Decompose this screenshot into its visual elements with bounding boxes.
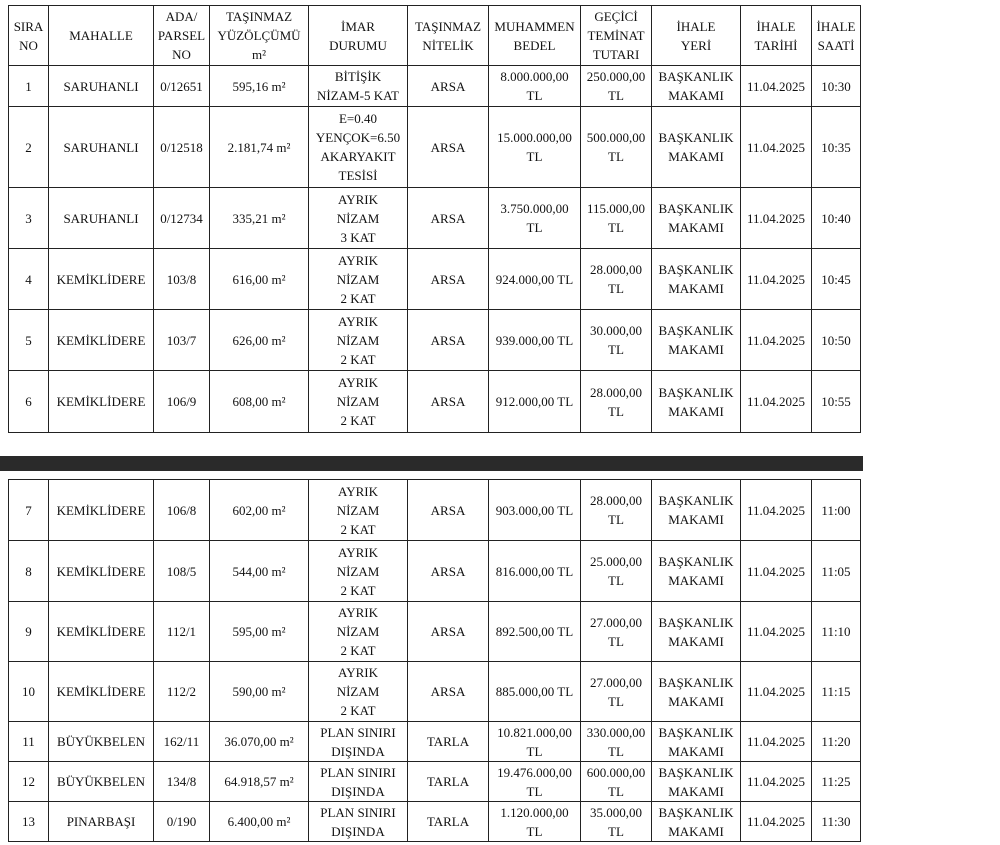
cell-sira-no: 5 bbox=[9, 310, 49, 371]
page-separator bbox=[0, 456, 863, 471]
cell-ihale-yeri: BAŞKANLIK MAKAMI bbox=[652, 480, 741, 541]
cell-ada-parsel: 103/8 bbox=[154, 249, 210, 310]
cell-sira-no: 8 bbox=[9, 541, 49, 602]
cell-teminat: 600.000,00 TL bbox=[581, 762, 652, 802]
table-row bbox=[9, 722, 861, 762]
cell-muhammen-bedel: 939.000,00 TL bbox=[489, 310, 581, 371]
cell-yuzolcumu: 590,00 m² bbox=[210, 662, 309, 722]
table-row bbox=[9, 762, 861, 802]
cell-imar-durumu: AYRIK NİZAM 2 KAT bbox=[309, 310, 408, 371]
cell-yuzolcumu: 602,00 m² bbox=[210, 480, 309, 541]
cell-muhammen-bedel: 10.821.000,00 TL bbox=[489, 722, 581, 762]
cell-sira-no: 2 bbox=[9, 107, 49, 188]
cell-yuzolcumu: 6.400,00 m² bbox=[210, 802, 309, 842]
cell-muhammen-bedel: 15.000.000,00 TL bbox=[489, 107, 581, 188]
header-ada-parsel: ADA/ PARSEL NO bbox=[154, 6, 210, 66]
cell-sira-no: 10 bbox=[9, 662, 49, 722]
cell-mahalle: KEMİKLİDERE bbox=[49, 310, 154, 371]
cell-ihale-yeri: BAŞKANLIK MAKAMI bbox=[652, 762, 741, 802]
cell-muhammen-bedel: 8.000.000,00 TL bbox=[489, 66, 581, 107]
cell-teminat: 28.000,00 TL bbox=[581, 249, 652, 310]
cell-mahalle: SARUHANLI bbox=[49, 107, 154, 188]
cell-teminat: 250.000,00 TL bbox=[581, 66, 652, 107]
cell-ada-parsel: 0/12734 bbox=[154, 188, 210, 249]
cell-nitelik: TARLA bbox=[408, 802, 489, 842]
cell-ihale-yeri: BAŞKANLIK MAKAMI bbox=[652, 371, 741, 433]
cell-imar-durumu: AYRIK NİZAM 2 KAT bbox=[309, 602, 408, 662]
cell-ihale-yeri: BAŞKANLIK MAKAMI bbox=[652, 602, 741, 662]
table-row bbox=[9, 602, 861, 662]
cell-imar-durumu: AYRIK NİZAM 3 KAT bbox=[309, 188, 408, 249]
cell-ihale-tarihi: 11.04.2025 bbox=[741, 602, 812, 662]
cell-nitelik: ARSA bbox=[408, 107, 489, 188]
cell-ihale-yeri: BAŞKANLIK MAKAMI bbox=[652, 107, 741, 188]
table-row bbox=[9, 188, 861, 249]
header-nitelik: TAŞINMAZ NİTELİK bbox=[408, 6, 489, 66]
cell-nitelik: ARSA bbox=[408, 66, 489, 107]
cell-sira-no: 3 bbox=[9, 188, 49, 249]
cell-imar-durumu: AYRIK NİZAM 2 KAT bbox=[309, 480, 408, 541]
table-row bbox=[9, 662, 861, 722]
cell-ada-parsel: 106/8 bbox=[154, 480, 210, 541]
cell-ihale-tarihi: 11.04.2025 bbox=[741, 762, 812, 802]
cell-mahalle: SARUHANLI bbox=[49, 188, 154, 249]
cell-imar-durumu: AYRIK NİZAM 2 KAT bbox=[309, 371, 408, 433]
cell-ada-parsel: 108/5 bbox=[154, 541, 210, 602]
cell-ada-parsel: 103/7 bbox=[154, 310, 210, 371]
cell-teminat: 27.000,00 TL bbox=[581, 662, 652, 722]
cell-ihale-yeri: BAŞKANLIK MAKAMI bbox=[652, 66, 741, 107]
cell-muhammen-bedel: 19.476.000,00 TL bbox=[489, 762, 581, 802]
cell-yuzolcumu: 36.070,00 m² bbox=[210, 722, 309, 762]
cell-ihale-saati: 11:05 bbox=[812, 541, 861, 602]
cell-ihale-tarihi: 11.04.2025 bbox=[741, 107, 812, 188]
cell-nitelik: TARLA bbox=[408, 762, 489, 802]
cell-ihale-yeri: BAŞKANLIK MAKAMI bbox=[652, 541, 741, 602]
header-mahalle: MAHALLE bbox=[49, 6, 154, 66]
cell-mahalle: KEMİKLİDERE bbox=[49, 249, 154, 310]
cell-ihale-yeri: BAŞKANLIK MAKAMI bbox=[652, 662, 741, 722]
cell-ihale-saati: 11:25 bbox=[812, 762, 861, 802]
cell-ihale-yeri: BAŞKANLIK MAKAMI bbox=[652, 188, 741, 249]
cell-imar-durumu: AYRIK NİZAM 2 KAT bbox=[309, 541, 408, 602]
cell-nitelik: ARSA bbox=[408, 188, 489, 249]
cell-yuzolcumu: 616,00 m² bbox=[210, 249, 309, 310]
cell-teminat: 500.000,00 TL bbox=[581, 107, 652, 188]
cell-ihale-saati: 10:55 bbox=[812, 371, 861, 433]
cell-muhammen-bedel: 912.000,00 TL bbox=[489, 371, 581, 433]
cell-ihale-tarihi: 11.04.2025 bbox=[741, 541, 812, 602]
header-ihale-yeri: İHALE YERİ bbox=[652, 6, 741, 66]
cell-teminat: 27.000,00 TL bbox=[581, 602, 652, 662]
cell-ihale-saati: 11:20 bbox=[812, 722, 861, 762]
cell-yuzolcumu: 608,00 m² bbox=[210, 371, 309, 433]
header-imar-durumu: İMAR DURUMU bbox=[309, 6, 408, 66]
header-yuzolcumu: TAŞINMAZ YÜZÖLÇÜMÜ m² bbox=[210, 6, 309, 66]
cell-muhammen-bedel: 1.120.000,00 TL bbox=[489, 802, 581, 842]
cell-muhammen-bedel: 924.000,00 TL bbox=[489, 249, 581, 310]
cell-yuzolcumu: 64.918,57 m² bbox=[210, 762, 309, 802]
cell-ada-parsel: 0/12518 bbox=[154, 107, 210, 188]
header-teminat: GEÇİCİ TEMİNAT TUTARI bbox=[581, 6, 652, 66]
cell-sira-no: 6 bbox=[9, 371, 49, 433]
cell-ada-parsel: 0/12651 bbox=[154, 66, 210, 107]
cell-ihale-tarihi: 11.04.2025 bbox=[741, 371, 812, 433]
cell-ihale-yeri: BAŞKANLIK MAKAMI bbox=[652, 802, 741, 842]
cell-mahalle: PINARBAŞI bbox=[49, 802, 154, 842]
cell-ihale-yeri: BAŞKANLIK MAKAMI bbox=[652, 249, 741, 310]
cell-muhammen-bedel: 816.000,00 TL bbox=[489, 541, 581, 602]
header-ihale-tarihi: İHALE TARİHİ bbox=[741, 6, 812, 66]
cell-nitelik: ARSA bbox=[408, 371, 489, 433]
cell-ihale-saati: 11:30 bbox=[812, 802, 861, 842]
cell-mahalle: KEMİKLİDERE bbox=[49, 541, 154, 602]
cell-yuzolcumu: 544,00 m² bbox=[210, 541, 309, 602]
cell-nitelik: ARSA bbox=[408, 249, 489, 310]
auction-table-page-2 bbox=[8, 479, 861, 842]
cell-ihale-saati: 10:30 bbox=[812, 66, 861, 107]
cell-sira-no: 13 bbox=[9, 802, 49, 842]
cell-imar-durumu: PLAN SINIRI DIŞINDA bbox=[309, 762, 408, 802]
cell-imar-durumu: PLAN SINIRI DIŞINDA bbox=[309, 802, 408, 842]
auction-table-page-1 bbox=[8, 5, 861, 433]
cell-yuzolcumu: 595,16 m² bbox=[210, 66, 309, 107]
table-row bbox=[9, 66, 861, 107]
cell-sira-no: 7 bbox=[9, 480, 49, 541]
cell-teminat: 115.000,00 TL bbox=[581, 188, 652, 249]
cell-teminat: 330.000,00 TL bbox=[581, 722, 652, 762]
cell-imar-durumu: E=0.40 YENÇOK=6.50 AKARYAKIT TESİSİ bbox=[309, 107, 408, 188]
cell-nitelik: ARSA bbox=[408, 310, 489, 371]
cell-mahalle: KEMİKLİDERE bbox=[49, 371, 154, 433]
cell-sira-no: 9 bbox=[9, 602, 49, 662]
header-ihale-saati: İHALE SAATİ bbox=[812, 6, 861, 66]
cell-sira-no: 4 bbox=[9, 249, 49, 310]
cell-yuzolcumu: 595,00 m² bbox=[210, 602, 309, 662]
cell-teminat: 28.000,00 TL bbox=[581, 480, 652, 541]
cell-ada-parsel: 162/11 bbox=[154, 722, 210, 762]
cell-muhammen-bedel: 892.500,00 TL bbox=[489, 602, 581, 662]
cell-sira-no: 1 bbox=[9, 66, 49, 107]
cell-ihale-tarihi: 11.04.2025 bbox=[741, 802, 812, 842]
cell-mahalle: BÜYÜKBELEN bbox=[49, 762, 154, 802]
cell-ada-parsel: 112/2 bbox=[154, 662, 210, 722]
cell-mahalle: KEMİKLİDERE bbox=[49, 480, 154, 541]
cell-ihale-saati: 10:45 bbox=[812, 249, 861, 310]
cell-ihale-saati: 10:40 bbox=[812, 188, 861, 249]
cell-ihale-tarihi: 11.04.2025 bbox=[741, 662, 812, 722]
cell-ihale-tarihi: 11.04.2025 bbox=[741, 722, 812, 762]
cell-ihale-tarihi: 11.04.2025 bbox=[741, 480, 812, 541]
cell-muhammen-bedel: 903.000,00 TL bbox=[489, 480, 581, 541]
cell-imar-durumu: PLAN SINIRI DIŞINDA bbox=[309, 722, 408, 762]
cell-nitelik: ARSA bbox=[408, 541, 489, 602]
cell-sira-no: 11 bbox=[9, 722, 49, 762]
cell-muhammen-bedel: 885.000,00 TL bbox=[489, 662, 581, 722]
cell-yuzolcumu: 2.181,74 m² bbox=[210, 107, 309, 188]
cell-ihale-yeri: BAŞKANLIK MAKAMI bbox=[652, 310, 741, 371]
table-row bbox=[9, 107, 861, 188]
cell-ada-parsel: 106/9 bbox=[154, 371, 210, 433]
cell-nitelik: ARSA bbox=[408, 662, 489, 722]
cell-ihale-yeri: BAŞKANLIK MAKAMI bbox=[652, 722, 741, 762]
cell-ada-parsel: 112/1 bbox=[154, 602, 210, 662]
table-row bbox=[9, 802, 861, 842]
cell-imar-durumu: AYRIK NİZAM 2 KAT bbox=[309, 249, 408, 310]
cell-ihale-tarihi: 11.04.2025 bbox=[741, 249, 812, 310]
cell-nitelik: ARSA bbox=[408, 602, 489, 662]
cell-ihale-saati: 10:35 bbox=[812, 107, 861, 188]
cell-ada-parsel: 134/8 bbox=[154, 762, 210, 802]
cell-ada-parsel: 0/190 bbox=[154, 802, 210, 842]
cell-yuzolcumu: 335,21 m² bbox=[210, 188, 309, 249]
cell-ihale-tarihi: 11.04.2025 bbox=[741, 188, 812, 249]
table-row bbox=[9, 371, 861, 433]
header-muhammen-bedel: MUHAMMEN BEDEL bbox=[489, 6, 581, 66]
cell-mahalle: KEMİKLİDERE bbox=[49, 602, 154, 662]
cell-muhammen-bedel: 3.750.000,00 TL bbox=[489, 188, 581, 249]
cell-ihale-saati: 10:50 bbox=[812, 310, 861, 371]
cell-ihale-saati: 11:10 bbox=[812, 602, 861, 662]
cell-yuzolcumu: 626,00 m² bbox=[210, 310, 309, 371]
table-row bbox=[9, 310, 861, 371]
cell-mahalle: KEMİKLİDERE bbox=[49, 662, 154, 722]
cell-mahalle: BÜYÜKBELEN bbox=[49, 722, 154, 762]
cell-imar-durumu: BİTİŞİK NİZAM-5 KAT bbox=[309, 66, 408, 107]
cell-teminat: 28.000,00 TL bbox=[581, 371, 652, 433]
header-sira-no: SIRA NO bbox=[9, 6, 49, 66]
cell-ihale-tarihi: 11.04.2025 bbox=[741, 66, 812, 107]
cell-mahalle: SARUHANLI bbox=[49, 66, 154, 107]
table-row bbox=[9, 541, 861, 602]
header-row bbox=[9, 6, 861, 66]
cell-imar-durumu: AYRIK NİZAM 2 KAT bbox=[309, 662, 408, 722]
cell-sira-no: 12 bbox=[9, 762, 49, 802]
cell-teminat: 30.000,00 TL bbox=[581, 310, 652, 371]
table-row bbox=[9, 480, 861, 541]
cell-teminat: 35.000,00 TL bbox=[581, 802, 652, 842]
cell-ihale-tarihi: 11.04.2025 bbox=[741, 310, 812, 371]
cell-ihale-saati: 11:15 bbox=[812, 662, 861, 722]
cell-nitelik: ARSA bbox=[408, 480, 489, 541]
cell-teminat: 25.000,00 TL bbox=[581, 541, 652, 602]
cell-nitelik: TARLA bbox=[408, 722, 489, 762]
cell-ihale-saati: 11:00 bbox=[812, 480, 861, 541]
table-row bbox=[9, 249, 861, 310]
